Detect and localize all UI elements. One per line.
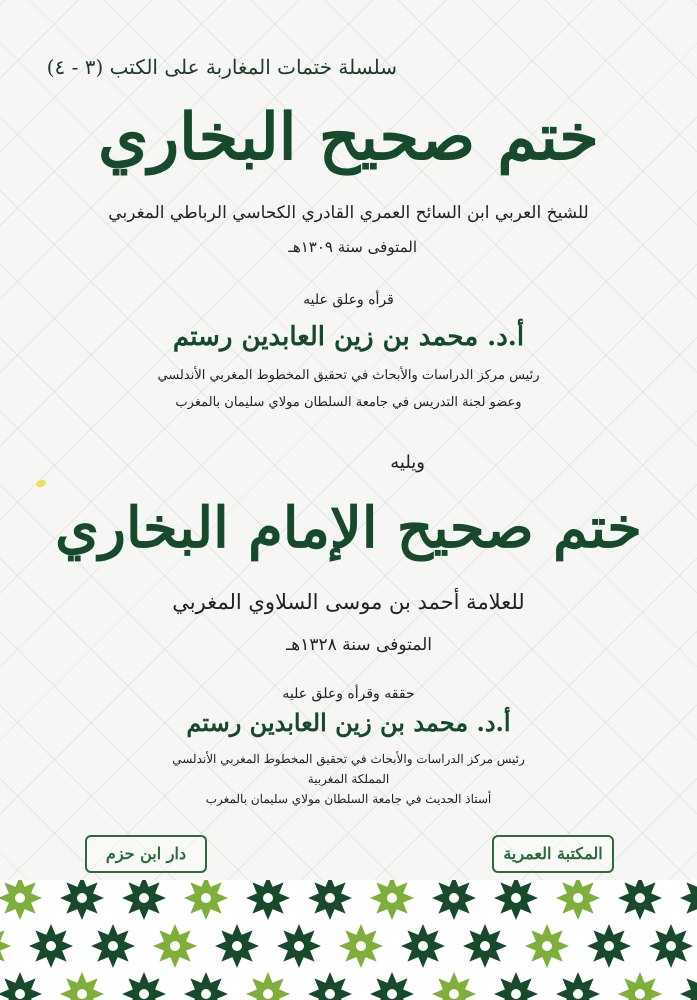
pattern-star-center <box>325 893 335 903</box>
pattern-star-center <box>170 941 180 951</box>
followed-by: ويليه <box>390 452 425 473</box>
pattern-star-center <box>325 989 335 999</box>
pattern-star-center <box>573 893 583 903</box>
book2-affiliation-3: أستاذ الحديث في جامعة السلطان مولاي سليمان بالمغرب <box>205 792 492 806</box>
book2-author: للعلامة أحمد بن موسى السلاوي المغربي <box>172 590 525 614</box>
book2-title: ختم صحيح الإمام البخاري <box>55 495 642 561</box>
book1-affiliation-1: رئيس مركز الدراسات والأبحاث في تحقيق المخطوط المغربي الأندلسي <box>157 368 540 383</box>
series-title: سلسلة ختمات المغاربة على الكتب (٣ - ٤) <box>46 55 397 79</box>
book1-affiliation-2: وعضو لجنة التدريس في جامعة السلطان مولاي سليمان بالمغرب <box>175 395 522 410</box>
pattern-star-center <box>15 989 25 999</box>
pattern-star-center <box>387 893 397 903</box>
book2-affiliation-2: المملكة المغربية <box>307 772 390 786</box>
book2-died: المتوفى سنة ١٣٢٨هـ <box>286 635 432 655</box>
book1-read-by: قرأه وعلق عليه <box>303 292 394 308</box>
pattern-star-center <box>294 941 304 951</box>
book1-author: للشيخ العربي ابن السائح العمري القادري الكحاسي الرباطي المغربي <box>108 203 589 223</box>
pattern-star-center <box>139 989 149 999</box>
pattern-star-center <box>77 989 87 999</box>
pattern-star-center <box>201 989 211 999</box>
book2-affiliation-1: رئيس مركز الدراسات والأبحاث في تحقيق المخطوط المغربي الأندلسي <box>172 752 525 766</box>
book2-edited-by: حققه وقرأه وعلق عليه <box>282 686 415 702</box>
pattern-star-center <box>139 893 149 903</box>
book1-editor: أ.د. محمد بن زين العابدين رستم <box>172 322 525 352</box>
pattern-star-center <box>511 893 521 903</box>
pattern-star-center <box>573 989 583 999</box>
pattern-star-center <box>263 893 273 903</box>
pattern-star-center <box>418 941 428 951</box>
pattern-star-center <box>46 941 56 951</box>
publisher-logo-left: دار ابن حزم <box>85 835 207 873</box>
publisher-logo-right: المكتبة العمرية <box>492 835 614 873</box>
pattern-star-center <box>449 893 459 903</box>
pattern-star-center <box>666 941 676 951</box>
pattern-star-center <box>201 893 211 903</box>
pattern-star-center <box>635 893 645 903</box>
pattern-star-center <box>511 989 521 999</box>
pattern-star-center <box>480 941 490 951</box>
pattern-star-center <box>15 893 25 903</box>
pattern-star-center <box>77 893 87 903</box>
pattern-star-center <box>542 941 552 951</box>
book2-editor: أ.د. محمد بن زين العابدين رستم <box>186 708 511 737</box>
pattern-star-center <box>387 989 397 999</box>
pattern-star-center <box>263 989 273 999</box>
pattern-star-center <box>356 941 366 951</box>
pattern-star-center <box>449 989 459 999</box>
pattern-star-center <box>604 941 614 951</box>
book1-died: المتوفى سنة ١٣٠٩هـ <box>288 238 417 256</box>
pattern-star-center <box>232 941 242 951</box>
book1-title: ختم صحيح البخاري <box>98 100 599 175</box>
pattern-star-center <box>635 989 645 999</box>
pattern-star-center <box>108 941 118 951</box>
geometric-pattern-band <box>0 880 697 1000</box>
highlight-mark <box>35 479 47 489</box>
